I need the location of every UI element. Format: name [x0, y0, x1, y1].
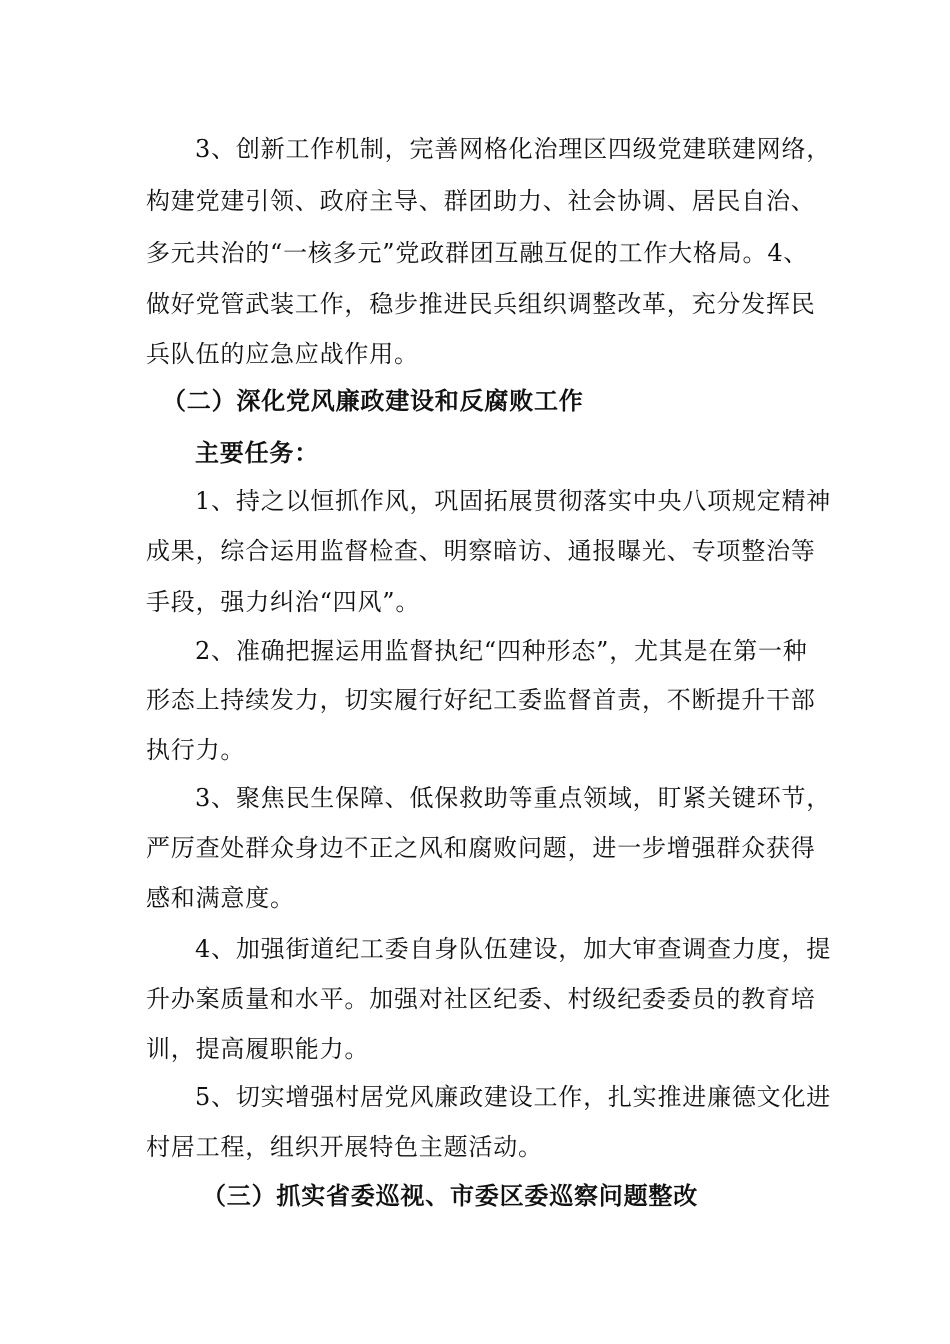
paragraph-line: 4、加强街道纪工委自身队伍建设，加大审查调查力度，提	[195, 935, 832, 963]
subsection-label: 主要任务：	[195, 438, 319, 467]
paragraph-line: 3、聚焦民生保障、低保救助等重点领域，盯紧关键环节，	[195, 784, 832, 812]
paragraph-line: 村居工程，组织开展特色主题活动。	[146, 1133, 543, 1161]
paragraph-line: 1、持之以恒抓作风，巩固拓展贯彻落实中央八项规定精神	[195, 487, 832, 515]
paragraph-line: 2、准确把握运用监督执纪“四种形态”，尤其是在第一种	[195, 637, 808, 665]
paragraph-line: 3、创新工作机制，完善网格化治理区四级党建联建网络，	[195, 135, 832, 163]
paragraph-line: 升办案质量和水平。加强对社区纪委、村级纪委委员的教育培	[146, 985, 816, 1013]
paragraph-line: 成果，综合运用监督检查、明察暗访、通报曝光、专项整治等	[146, 537, 816, 565]
paragraph-line: 执行力。	[146, 736, 246, 764]
paragraph-line: 训，提高履职能力。	[146, 1035, 370, 1063]
section-heading: （三）抓实省委巡视、市委区委巡察问题整改	[202, 1181, 698, 1210]
paragraph-line: 做好党管武装工作，稳步推进民兵组织调整改革，充分发挥民	[146, 290, 816, 318]
paragraph-line: 多元共治的“一核多元”党政群团互融互促的工作大格局。4、	[146, 239, 809, 267]
paragraph-line: 手段，强力纠治“四风”。	[146, 588, 421, 616]
paragraph-line: 形态上持续发力，切实履行好纪工委监督首责，不断提升干部	[146, 686, 816, 714]
paragraph-line: 5、切实增强村居党风廉政建设工作，扎实推进廉德文化进	[195, 1083, 832, 1111]
paragraph-line: 兵队伍的应急应战作用。	[146, 340, 419, 368]
paragraph-line: 构建党建引领、政府主导、群团助力、社会协调、居民自治、	[146, 187, 816, 215]
paragraph-line: 感和满意度。	[146, 884, 295, 912]
paragraph-line: 严厉查处群众身边不正之风和腐败问题，进一步增强群众获得	[146, 834, 816, 862]
section-heading: （二）深化党风廉政建设和反腐败工作	[162, 386, 584, 415]
